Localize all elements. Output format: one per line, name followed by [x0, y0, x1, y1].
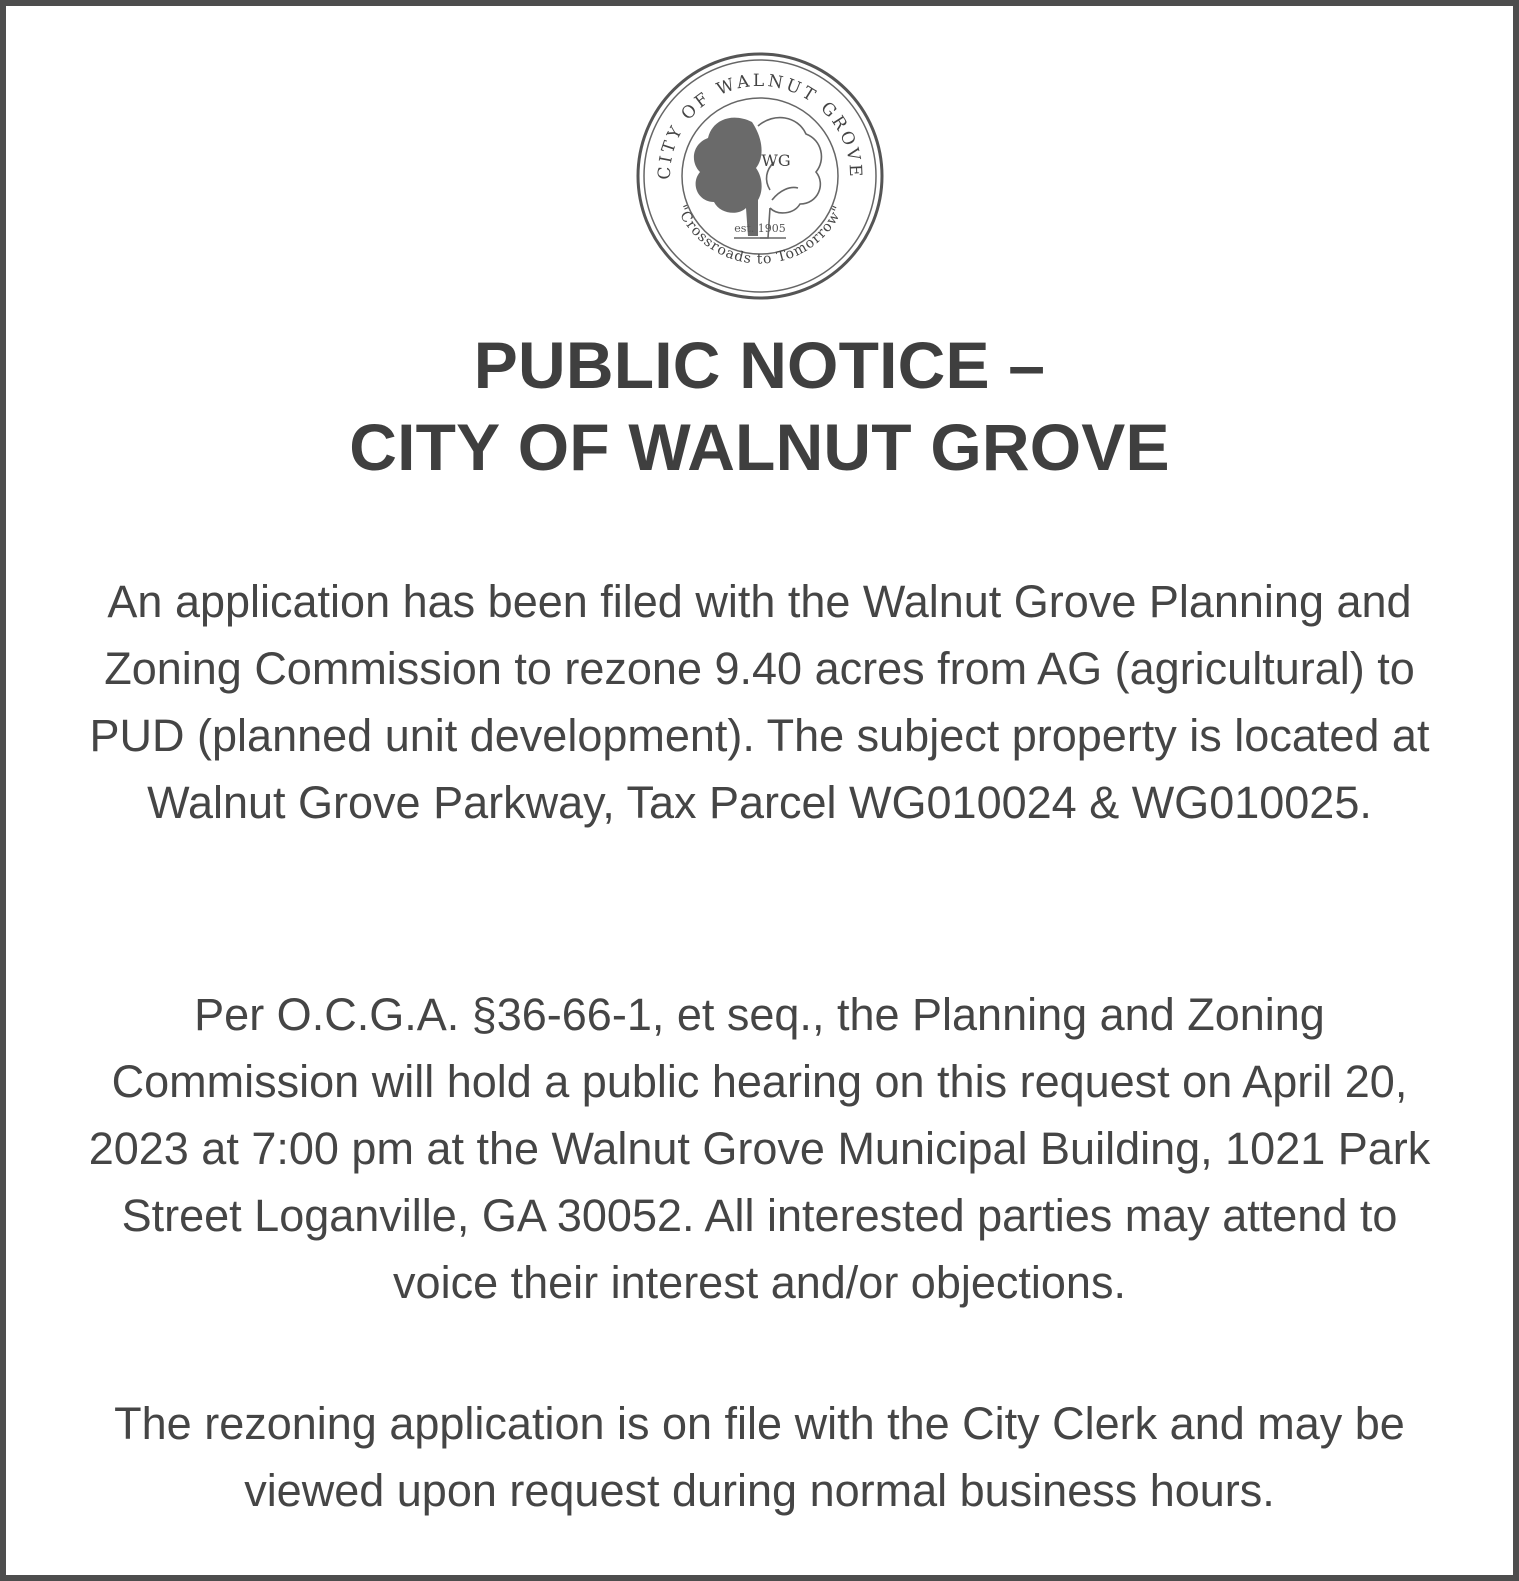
dark-tree-icon: [693, 118, 761, 236]
seal-motto: "Crossroads to Tomorrow": [672, 202, 847, 268]
clerk-paragraph: The rezoning application is on file with the City Clerk and may be viewed upon request during normal business hours.: [114, 1398, 1405, 1516]
notice-title: [6, 324, 1513, 488]
seal-established: est. 1905: [733, 222, 786, 235]
city-seal-logo: [634, 50, 886, 302]
outline-tree-icon: [758, 118, 821, 238]
title-line-1: PUBLIC NOTICE –: [473, 328, 1046, 402]
application-paragraph: An application has been filed with the Walnut Grove Planning and Zoning Commission to rezone 9.40 acres from AG (agricultural) to PUD (planned unit development). The subject property is located at Walnut Grove Parkway, Tax Parcel WG010024 & WG010025.: [89, 576, 1430, 828]
title-line-2: CITY OF WALNUT GROVE: [349, 410, 1170, 484]
seal-container: [6, 50, 1513, 307]
hearing-paragraph: Per O.C.G.A. §36-66-1, et seq., the Planning and Zoning Commission will hold a public hearing on this request on April 20, 2023 at 7:00 pm at the Walnut Grove Municipal Building, 1021 Park Street Loganville, GA 30052. All interested parties may attend to voice their interest and/or objections.: [88, 989, 1431, 1308]
seal-ring-text: CITY OF WALNUT GROVE: [654, 70, 865, 181]
seal-monogram: WG: [760, 151, 791, 170]
svg-text:"Crossroads to Tomorrow": [673, 203, 847, 268]
